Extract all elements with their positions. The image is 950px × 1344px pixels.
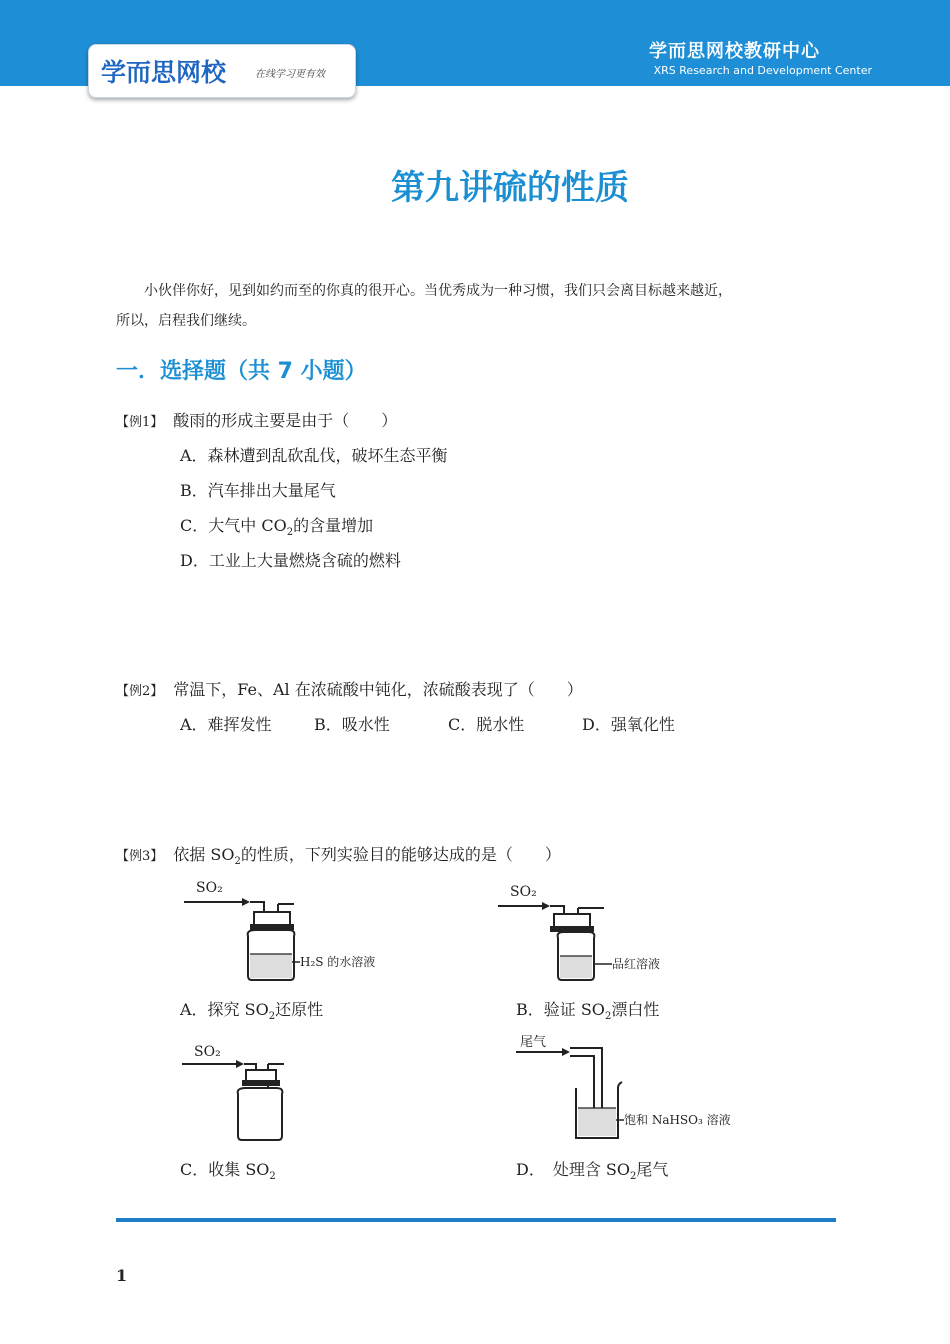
caption-text-end: 漂白性 (611, 1000, 660, 1019)
footer-divider (116, 1218, 836, 1222)
question-1 (116, 408, 397, 431)
subscript: 2 (286, 527, 294, 539)
question-3 (116, 842, 561, 867)
q1-option-c (180, 513, 373, 538)
q2-option-c: C．脱水性 (448, 715, 525, 734)
research-center-title: 学而思网校教研中心 (649, 41, 820, 62)
q3-option-d (516, 1157, 668, 1182)
subscript: 2 (234, 856, 241, 868)
caption-text: B．验证 SO (516, 1000, 605, 1019)
figure-c-gas-label: SO₂ (194, 1044, 221, 1060)
question-2 (116, 677, 583, 700)
q3-option-c (180, 1157, 276, 1182)
question-stem: 常温下，Fe、Al 在浓硫酸中钝化，浓硫酸表现了（ ） (173, 680, 583, 699)
section-title: 一．选择题（共 7 小题） (116, 359, 367, 384)
q2-option-b: B．吸水性 (314, 715, 390, 734)
option-c-text: C．大气中 CO (180, 516, 287, 535)
figure-b-gas-label: SO₂ (510, 884, 537, 900)
figure-d-beaker (512, 1030, 752, 1148)
subscript: 2 (268, 1011, 276, 1023)
caption-text: A．探究 SO (180, 1000, 269, 1019)
question-stem-start: 依据 SO (173, 845, 235, 864)
q3-option-a (180, 997, 323, 1022)
q2-option-a: A．难挥发性 (180, 715, 272, 734)
figure-d-gas-label: 尾气 (520, 1035, 547, 1050)
page-title: 第九讲硫的性质 (391, 168, 629, 208)
figure-b-liquid-label: 品红溶液 (612, 957, 661, 971)
logo-slogan: 在线学习更有效 (255, 69, 325, 80)
option-c-text-end: 的含量增加 (293, 516, 374, 535)
figure-a-gas-washing-bottle (180, 874, 410, 984)
subscript: 2 (269, 1171, 276, 1183)
page-header (0, 0, 950, 86)
brand-logo (88, 44, 356, 98)
intro-line-1: 小伙伴你好，见到如约而至的你真的很开心。当优秀成为一种习惯，我们只会离目标越来越近， (144, 283, 732, 299)
question-stem-end: 的性质，下列实验目的能够达成的是（ ） (240, 845, 561, 864)
research-center-subtitle: XRS Research and Development Center (653, 64, 872, 77)
subscript: 2 (630, 1171, 637, 1183)
intro-line-2: 所以，启程我们继续。 (116, 313, 256, 329)
q1-option-b: B．汽车排出大量尾气 (180, 481, 336, 500)
q2-option-d: D．强氧化性 (582, 715, 675, 734)
figure-a-gas-label: SO₂ (196, 880, 223, 896)
subscript: 2 (604, 1011, 612, 1023)
intro-paragraph (116, 276, 846, 336)
figure-a-liquid-label: H₂S 的水溶液 (300, 955, 376, 969)
caption-text: D． 处理含 SO (516, 1160, 630, 1179)
logo-text: 学而思网校 (101, 58, 227, 87)
figure-c-collecting-bottle (180, 1036, 320, 1146)
question-tag: 【例2】 (116, 684, 164, 699)
q1-option-d: D．工业上大量燃烧含硫的燃料 (180, 551, 401, 570)
page-number: 1 (116, 1266, 128, 1285)
question-tag: 【例3】 (116, 849, 164, 864)
caption-text-end: 还原性 (275, 1000, 324, 1019)
caption-text-end: 尾气 (636, 1160, 669, 1179)
figure-d-liquid-label: 饱和 NaHSO₃ 溶液 (624, 1113, 731, 1127)
question-stem: 酸雨的形成主要是由于（ ） (173, 411, 398, 430)
question-tag: 【例1】 (116, 415, 164, 430)
q3-option-b (516, 997, 659, 1022)
q1-option-a: A．森林遭到乱砍乱伐，破坏生态平衡 (180, 446, 448, 465)
caption-text: C．收集 SO (180, 1160, 270, 1179)
figure-b-gas-washing-bottle (494, 874, 694, 984)
